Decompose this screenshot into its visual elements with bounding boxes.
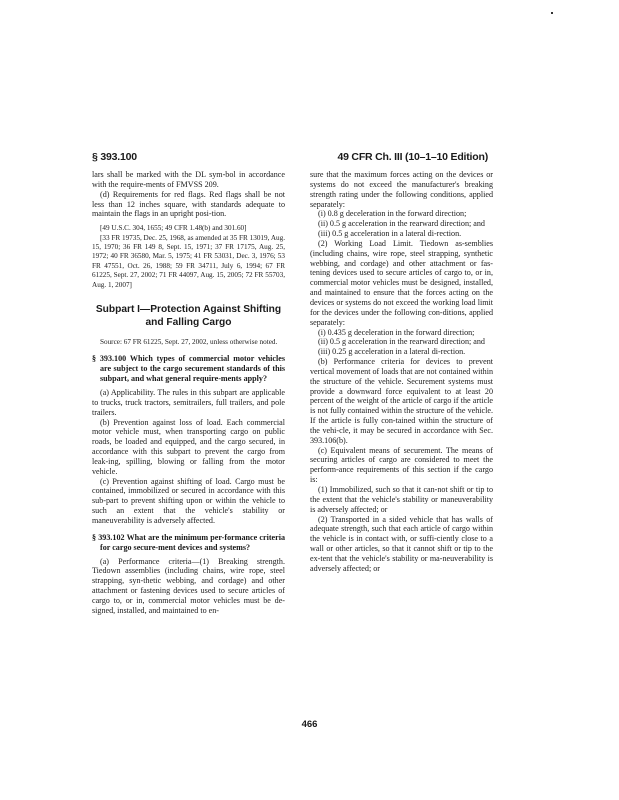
paragraph: (c) Equivalent means of securement. The means of securing articles of cargo are considered to meet the perform-ance requirements of this section if the cargo is:: [310, 445, 493, 485]
paragraph: (i) 0.435 g deceleration in the forward direction;: [318, 327, 475, 337]
running-head: [92, 151, 488, 167]
source-note: Source: 67 FR 61225, Sept. 27, 2002, unless otherwise noted.: [100, 338, 278, 347]
paragraph: (2) Transported in a sided vehicle that has walls of adequate strength, such that each article of cargo within the vehicle is in contact with, or suffi-ciently close to a wall or other articles, so that it cannot shift or tip to the ex-tent that the vehicle's stability or ma-neuverability is adversely affected; or: [310, 514, 493, 573]
section-heading: § 393.100 Which types of commercial motor vehicles are subject to the cargo securement standards of this subpart, and what general require-ments apply?: [92, 354, 285, 384]
paragraph: (i) 0.8 g deceleration in the forward direction;: [318, 209, 467, 219]
title-reference: 49 CFR Ch. III (10–1–10 Edition): [337, 151, 488, 163]
paragraph: (iii) 0.25 g acceleration in a lateral di-rection.: [318, 347, 466, 357]
paragraph: (c) Prevention against shifting of load. Cargo must be contained, immobilized or secured in accordance with this sub-part to prevent shifting upon or within the vehicle to such an extent that the vehicle's stability or maneuverability is adversely affected.: [92, 476, 285, 525]
source-note: [33 FR 19735, Dec. 25, 1968, as amended at 35 FR 13019, Aug. 15, 1970; 36 FR 149 8, Sept. 15, 1971; 37 FR 17175, Aug. 25, 1972; 40 FR 36580, Mar. 5, 1975; 41 FR 53031, Dec. 3, 1976; 53 FR 47551, Oct. 26, 1988; 59 FR 34711, July 6, 1994; 67 FR 61225, Sept. 27, 2002; 71 FR 44097, Aug. 15, 2005; 72 FR 55703, Aug. 1, 2007]: [92, 233, 285, 289]
paragraph: (iii) 0.5 g acceleration in a lateral di-rection.: [318, 229, 462, 239]
left-column: [92, 170, 285, 616]
right-column: [310, 170, 493, 574]
paragraph: (ii) 0.5 g acceleration in the rearward direction; and: [318, 337, 485, 347]
page-number: 466: [301, 719, 318, 730]
section-reference: § 393.100: [92, 151, 137, 163]
subpart-heading: Subpart I—Protection Against Shifting and Falling Cargo: [95, 304, 282, 328]
paragraph: (a) Performance criteria—(1) Breaking strength. Tiedown assemblies (including chains, wire rope, steel strapping, syn-thetic webbing, and cordage) and other attachment or fastening devices used to secure articles of cargo to, or in, commercial motor vehicles must be de-signed, installed, and maintained to en-: [92, 556, 285, 615]
paragraph: (b) Performance criteria for devices to prevent vertical movement of loads that are not contained within the structure of the vehicle. Securement systems must provide a downward force equivalent to at least 20 percent of the weight of the article of cargo if the article is not fully contained within the structure of the vehicle. If the article is fully con-tained within the structure of the vehi-cle, it may be secured in accordance with Sec. 393.106(b).: [310, 357, 493, 445]
paragraph: (ii) 0.5 g acceleration in the rearward direction; and: [318, 219, 485, 229]
paragraph: sure that the maximum forces acting on the devices or systems do not exceed the manufacturer's breaking strength rating under the following conditions, applied separately:: [310, 170, 493, 209]
section-heading: § 393.102 What are the minimum per-formance criteria for cargo secure-ment devices and systems?: [92, 532, 285, 552]
scan-mark: [551, 12, 553, 14]
paragraph: (2) Working Load Limit. Tiedown as-semblies (including chains, wire rope, steel strapping, synthetic webbing, and cordage) and other attachment or fas-tening devices used to secure articles of cargo to, or in, commercial motor vehicles must be designed, installed, and maintained to ensure that the forces acting on the devices or systems do not exceed the working load limit for the devices under the following con-ditions, applied separately:: [310, 238, 493, 327]
source-note: [49 U.S.C. 304, 1655; 49 CFR 1.48(b) and 301.60]: [100, 224, 247, 233]
paragraph: (b) Prevention against loss of load. Each commercial motor vehicle must, when transporting cargo on public roads, be loaded and equipped, and the cargo secured, in accordance with this subpart to prevent the cargo from leak-ing, spilling, blowing or falling from the motor vehicle.: [92, 417, 285, 476]
paragraph: (a) Applicability. The rules in this subpart are applicable to trucks, truck tractors, semitrailers, full trailers, and pole trailers.: [92, 388, 285, 417]
paragraph: (d) Requirements for red flags. Red flags shall be not less than 12 inches square, with standards adequate to maintain the flags in an upright posi-tion.: [92, 189, 285, 219]
paragraph: lars shall be marked with the DL sym-bol in accordance with the require-ments of FMVSS 209.: [92, 170, 285, 189]
paragraph: (1) Immobilized, such so that it can-not shift or tip to the extent that the vehicle's stability or maneuverability is adversely affected; or: [310, 485, 493, 514]
